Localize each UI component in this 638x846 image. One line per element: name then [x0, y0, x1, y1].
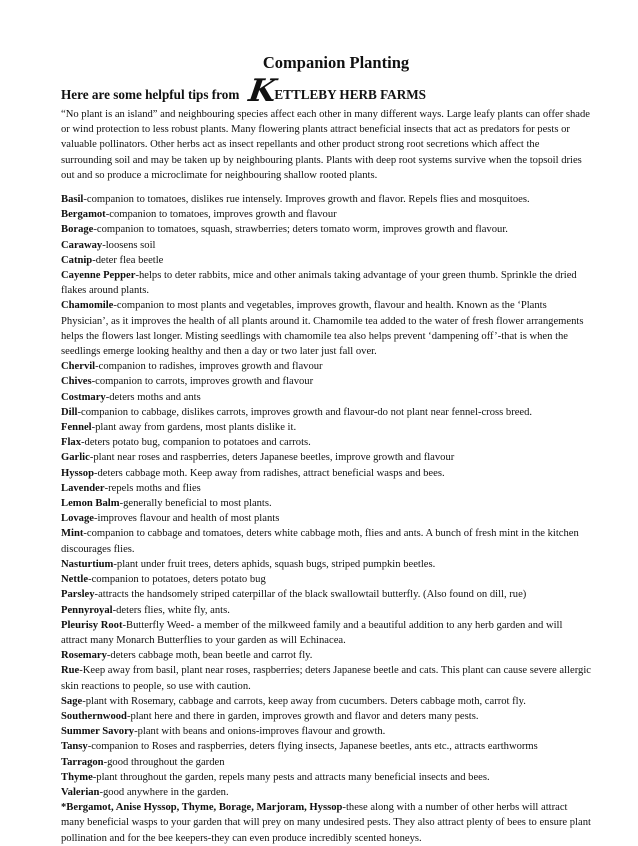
herb-description: -companion to tomatoes, dislikes rue intensely. Improves growth and flavor. Repels flies and mosquitoes. [83, 194, 530, 206]
herb-name: Tarragon [61, 756, 104, 768]
herb-name: Bergamot [61, 209, 106, 221]
herb-description: -helps to deter rabbits, mice and other animals taking advantage of your green thumb. Sprinkle the dried flakes around plants. [61, 270, 577, 297]
herb-name: Cayenne Pepper [61, 270, 136, 282]
herb-entry [61, 709, 591, 724]
herb-description: -companion to potatoes, deters potato bug [88, 574, 266, 586]
herb-name: Lavender [61, 482, 105, 494]
herb-name: Flax [61, 437, 82, 449]
herb-entry [61, 420, 591, 435]
herb-description: -generally beneficial to most plants. [119, 498, 272, 510]
herb-description: -deters potato bug, companion to potatoes and carrots. [81, 437, 311, 449]
herb-entry [61, 587, 591, 602]
herb-name: Mint [61, 528, 84, 540]
herb-name: Chamomile [61, 300, 114, 312]
herb-name: *Bergamot, Anise Hyssop, Thyme, Borage, Marjoram, Hyssop [61, 802, 343, 814]
herb-name: Summer Savory [61, 726, 135, 738]
herb-description: -Keep away from basil, plant near roses, raspberries; deters Japanese beetle and cats. This plant can cause severe allergic skin reactions to people, so use with caution. [61, 665, 591, 692]
herb-entry [61, 466, 591, 481]
herb-description: -companion to tomatoes, improves growth and flavour [105, 209, 337, 221]
herb-entry [61, 374, 591, 389]
herb-entry [61, 359, 591, 374]
herb-name: Tansy [61, 741, 88, 753]
herb-name: Valerian [61, 786, 100, 798]
herb-entry [61, 663, 591, 693]
herb-entry [61, 192, 591, 207]
subtitle [61, 73, 591, 109]
herb-description: -these along with a number of other herbs will attract many beneficial wasps to your garden that will prey on many undesired pests. They also attract plenty of bees to ensure plant pollination and for the bee keepers-they can even produce incredibly scented honeys. [61, 802, 591, 844]
herb-description: -plant under fruit trees, deters aphids, squash bugs, striped pumpkin beetles. [113, 558, 436, 570]
herb-description: -good throughout the garden [103, 756, 225, 768]
document-page [61, 53, 591, 846]
herb-name: Parsley [61, 589, 95, 601]
intro-paragraph: “No plant is an island” and neighbouring species affect each other in many different ways. Large leafy plants can offer shade or wind protection to less robust plants. Many flowering plants attract beneficial insects that act as predators for pests or valuable pollinators. Other herbs act as insect repellants and other product strong root secretions which affect the surrounding soil and may be taken up by neighbouring plants. Plants with deep root systems survive when the topsoil dries out and so produce a microclimate for neighbouring shallow rooted plants. [61, 109, 591, 181]
herb-description: -plant here and there in garden, improves growth and flavor and deters many pests. [126, 710, 479, 722]
herb-description: -plant throughout the garden, repels many pests and attracts many beneficial insects and bees. [92, 771, 490, 783]
herb-description: -good anywhere in the garden. [99, 786, 229, 798]
herb-entry [61, 496, 591, 511]
herb-description: -companion to cabbage and tomatoes, deters white cabbage moth, flies and ants. A bunch of fresh mint in the kitchen discourages flies. [61, 528, 579, 555]
herb-entry [61, 481, 591, 496]
herb-name: Borage [61, 224, 94, 236]
kettleby-logo-k: K [246, 73, 277, 109]
herb-name: Chervil [61, 361, 96, 373]
herb-entry [61, 603, 591, 618]
herb-name: Costmary [61, 391, 106, 403]
herb-name: Rosemary [61, 650, 107, 662]
herb-description: -companion to cabbage, dislikes carrots, improves growth and flavour-do not plant near fennel-cross breed. [77, 406, 533, 418]
herb-entry [61, 450, 591, 465]
herb-description: -deters cabbage moth. Keep away from radishes, attract beneficial wasps and bees. [93, 467, 445, 479]
herb-description: -deters cabbage moth, bean beetle and carrot fly. [106, 650, 313, 662]
herb-description: -Butterfly Weed- a member of the milkweed family and a beautiful addition to any herb garden and will attract many Monarch Butterflies to your garden as will Echinacea. [61, 619, 563, 646]
herb-name: Caraway [61, 239, 103, 251]
herb-name: Nettle [61, 574, 89, 586]
herb-description: -companion to tomatoes, squash, strawberries; deters tomato worm, improves growth and flavour. [93, 224, 508, 236]
herb-description: -companion to radishes, improves growth and flavour [95, 361, 323, 373]
herb-name: Catnip [61, 254, 93, 266]
herb-entry [61, 755, 591, 770]
herb-name: Hyssop [61, 467, 94, 479]
herb-entry [61, 648, 591, 663]
herb-entry [61, 390, 591, 405]
herb-name: Pleurisy Root [61, 619, 123, 631]
herb-entry [61, 724, 591, 739]
herb-entry [61, 557, 591, 572]
herb-name: Fennel [61, 422, 92, 434]
herb-name: Rue [61, 665, 80, 677]
herb-description: -plant with beans and onions-improves flavour and growth. [134, 726, 386, 738]
herb-entry [61, 222, 591, 237]
herb-entry [61, 785, 591, 800]
herb-description: -companion to carrots, improves growth and flavour [91, 376, 314, 388]
herb-entry [61, 511, 591, 526]
herb-entry [61, 435, 591, 450]
herb-entry [61, 526, 591, 556]
herb-entry [61, 739, 591, 754]
herb-entry [61, 618, 591, 648]
herb-entry [61, 770, 591, 785]
herb-description: -repels moths and flies [104, 482, 201, 494]
herb-entry [61, 694, 591, 709]
herb-name: Pennyroyal [61, 604, 113, 616]
farm-name: ETTLEBY HERB FARMS [274, 87, 427, 102]
herb-description: -companion to Roses and raspberries, deters flying insects, Japanese beetles, ants etc., attracts earthworms [87, 741, 538, 753]
herb-description: -plant away from gardens, most plants dislike it. [91, 422, 297, 434]
herb-name: Lovage [61, 513, 94, 525]
herb-entry [61, 253, 591, 268]
herb-name: Garlic [61, 452, 90, 464]
subtitle-prefix: Here are some helpful tips from [61, 87, 240, 102]
herb-description: -attracts the handsomely striped caterpillar of the black swallowtail butterfly. (Also found on dill, rue) [94, 589, 527, 601]
herb-entry [61, 207, 591, 222]
herb-name: Dill [61, 406, 78, 418]
herb-name: Lemon Balm [61, 498, 120, 510]
herb-entry [61, 268, 591, 298]
herb-description: -deters moths and ants [105, 391, 201, 403]
herb-entry [61, 800, 591, 846]
herb-description: -deters flies, white fly, ants. [112, 604, 230, 616]
herb-entry [61, 572, 591, 587]
herb-entry [61, 405, 591, 420]
herb-list [61, 192, 591, 846]
herb-description: -plant with Rosemary, cabbage and carrots, keep away from cucumbers. Deters cabbage moth, carrot fly. [82, 695, 526, 707]
herb-name: Thyme [61, 771, 93, 783]
herb-description: -companion to most plants and vegetables, improves growth, flavour and health. Known as the ‘Plants Physician’, as it improves the health of all plants around it. Chamomile tea added to the water of fresh flower arrangements helps the flowers last longer. Misting seedlings with chamomile tea also helps prevent ‘dampening off’-that is when the seedlings emerge looking healthy and then a day or two later just fall over. [61, 300, 584, 358]
herb-name: Chives [61, 376, 92, 388]
herb-name: Sage [61, 695, 83, 707]
herb-name: Nasturtium [61, 558, 114, 570]
herb-name: Southernwood [61, 710, 127, 722]
herb-entry [61, 238, 591, 253]
page-title: Companion Planting [262, 53, 410, 72]
herb-entry [61, 298, 591, 359]
herb-description: -improves flavour and health of most plants [93, 513, 280, 525]
herb-name: Basil [61, 194, 84, 206]
herb-description: -loosens soil [102, 239, 156, 251]
herb-description: -deter flea beetle [92, 254, 164, 266]
herb-description: -plant near roses and raspberries, deters Japanese beetles, improve growth and flavour [89, 452, 455, 464]
